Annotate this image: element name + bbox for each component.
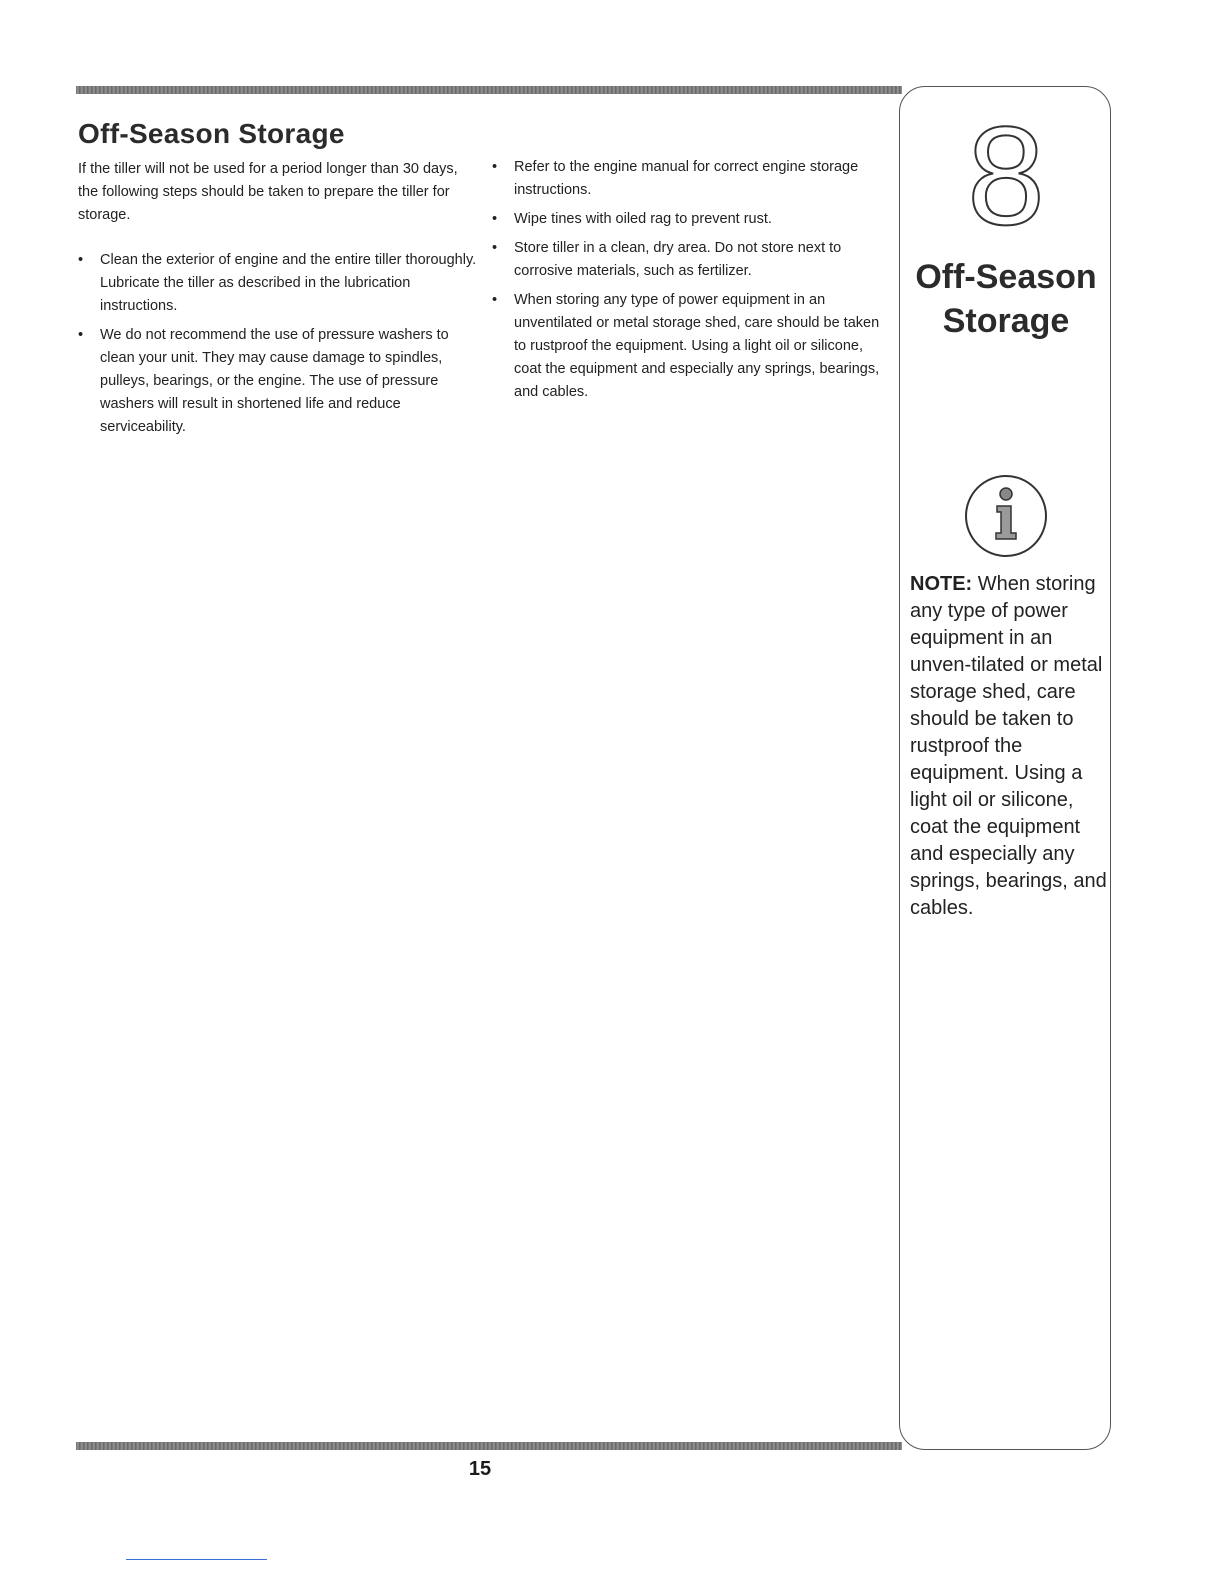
top-rule bbox=[76, 86, 902, 94]
sidebar-title-line: Storage bbox=[942, 302, 1070, 340]
list-item: • Refer to the engine manual for correct engine storage instructions. bbox=[492, 156, 884, 202]
intro-paragraph: If the tiller will not be used for a period longer than 30 days, the following steps should be taken to prepare the tiller for storage. bbox=[78, 161, 458, 223]
page-number: 15 bbox=[468, 1458, 492, 1480]
note-body: When storing any type of power equipment in an unven-tilated or metal storage shed, care should be taken to rustproof the equipment. Using a light oil or silicone, coat the equipment and especially any springs, bearings, and cables. bbox=[910, 573, 1107, 919]
list-item: • Clean the exterior of engine and the entire tiller thoroughly. Lubricate the tiller as described in the lubrication instructions. bbox=[78, 249, 478, 318]
footer-underline bbox=[126, 1559, 267, 1560]
note-label: NOTE: bbox=[910, 573, 973, 595]
chapter-number: 8 bbox=[967, 97, 1045, 254]
chapter-sidebar bbox=[899, 86, 1111, 1450]
list-item: • Store tiller in a clean, dry area. Do not store next to corrosive materials, such as fertilizer. bbox=[492, 237, 884, 283]
info-icon bbox=[963, 473, 1049, 559]
list-item: • Wipe tines with oiled rag to prevent rust. bbox=[492, 208, 884, 231]
left-bullet-list bbox=[78, 249, 478, 439]
right-column bbox=[492, 156, 884, 410]
page-heading: Off-Season Storage bbox=[78, 118, 345, 149]
list-item: • When storing any type of power equipment in an unventilated or metal storage shed, care should be taken to rustproof the equipment. Using a light oil or silicone, coat the equipment and especially any springs, bearings, and cables. bbox=[492, 289, 884, 404]
sidebar-title bbox=[900, 255, 1112, 343]
right-bullet-list bbox=[492, 156, 884, 404]
note-text bbox=[910, 571, 1108, 922]
left-column bbox=[78, 158, 478, 445]
sidebar-title-line: Off-Season bbox=[915, 258, 1097, 296]
list-item: • We do not recommend the use of pressure washers to clean your unit. They may cause damage to spindles, pulleys, bearings, or the engine. The use of pressure washers will result in shortened life and reduce serviceability. bbox=[78, 324, 478, 439]
bottom-rule bbox=[76, 1442, 902, 1450]
